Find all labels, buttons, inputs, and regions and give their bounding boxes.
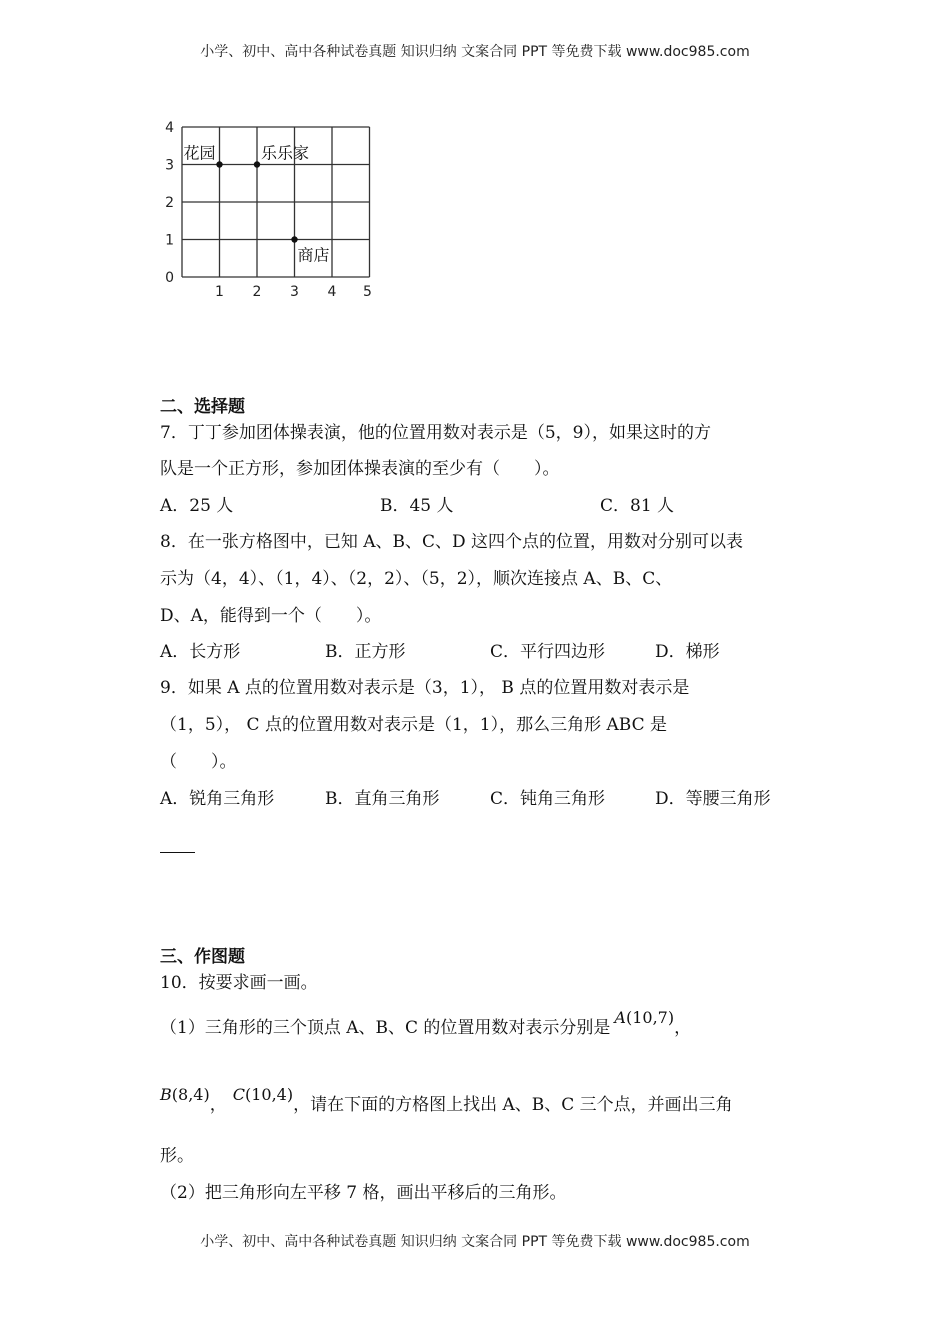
q8-line-3: D、A，能得到一个（ ）。 [160,606,382,626]
q10-part2: （2）把三角形向左平移 7 格，画出平移后的三角形。 [160,1183,567,1203]
y-tick-label: 0 [165,270,174,286]
y-tick-label: 1 [165,232,174,249]
q10-part1-text: （1）三角形的三个顶点 A、B、C 的位置用数对表示分别是 [160,1018,611,1038]
q9-option-d[interactable]: D．等腰三角形 [655,789,771,809]
q8-option-b[interactable]: B．正方形 [325,642,406,662]
q7-option-c[interactable]: C．81 人 [600,496,675,516]
section-2-title: 二、选择题 [160,397,245,417]
coordinate-grid-figure [160,112,390,297]
q9-option-c[interactable]: C．钝角三角形 [490,789,606,809]
q10-intro: 10．按要求画一画。 [160,973,318,993]
q10-part1-rest: ，请在下面的方格图上找出 A、B、C 三个点，并画出三角 [293,1095,733,1115]
q9-line-2: （1，5）， C 点的位置用数对表示是（1，1），那么三角形 ABC 是 [160,715,667,735]
x-tick-label: 5 [363,284,372,297]
grid-point-label: 商店 [297,245,330,265]
section-3-title: 三、作图题 [160,947,245,967]
q8-line-2: 示为（4，4）、（1，4）、（2，2）、（5，2），顺次连接点 A、B、C、 [160,569,673,589]
grid-point-label: 花园 [183,143,216,163]
point-c-notation: C(10,4) [232,1085,294,1104]
q7-option-b[interactable]: B．45 人 [380,496,454,516]
x-tick-label: 4 [327,284,337,297]
q10-part1-line-1 [160,1008,692,1038]
q7-option-a[interactable]: A．25 人 [160,496,234,516]
q7-line-1: 7．丁丁参加团体操表演，他的位置用数对表示是（5，9），如果这时的方 [160,423,711,443]
x-tick-label: 3 [290,284,299,297]
y-tick-label: 2 [165,195,174,211]
q8-option-a[interactable]: A．长方形 [160,642,241,662]
q8-option-c[interactable]: C．平行四边形 [490,642,606,662]
x-tick-label: 1 [215,284,224,297]
point-a-notation: A(10,7) [614,1008,675,1027]
answer-blank-line [160,852,195,853]
comma: ， [674,1018,692,1038]
y-tick-label: 4 [165,120,174,136]
separator-comma: ， [209,1095,227,1115]
point-b-notation: B(8,4) [160,1085,210,1104]
page-header: 小学、初中、高中各种试卷真题 知识归纳 文案合同 PPT 等免费下载 www.doc985.com [200,44,750,60]
y-tick-label: 3 [165,157,174,174]
grid-point [216,161,222,167]
q10-part1-line-3: 形。 [160,1146,194,1166]
q7-line-2: 队是一个正方形，参加团体操表演的至少有（ ）。 [160,459,560,479]
x-tick-label: 2 [252,284,262,297]
page-footer: 小学、初中、高中各种试卷真题 知识归纳 文案合同 PPT 等免费下载 www.doc985.com [200,1234,750,1250]
q9-option-a[interactable]: A．锐角三角形 [160,789,275,809]
q9-line-3: （ ）。 [160,752,237,772]
q8-option-d[interactable]: D．梯形 [655,642,720,662]
q9-option-b[interactable]: B．直角三角形 [325,789,440,809]
q8-line-1: 8．在一张方格图中，已知 A、B、C、D 这四个点的位置，用数对分别可以表 [160,532,744,552]
grid-point [254,161,260,167]
grid-point [291,236,297,242]
q10-part1-line-2 [160,1085,733,1115]
grid-point-label: 乐乐家 [261,143,310,163]
q9-line-1: 9．如果 A 点的位置用数对表示是（3，1）， B 点的位置用数对表示是 [160,678,690,698]
